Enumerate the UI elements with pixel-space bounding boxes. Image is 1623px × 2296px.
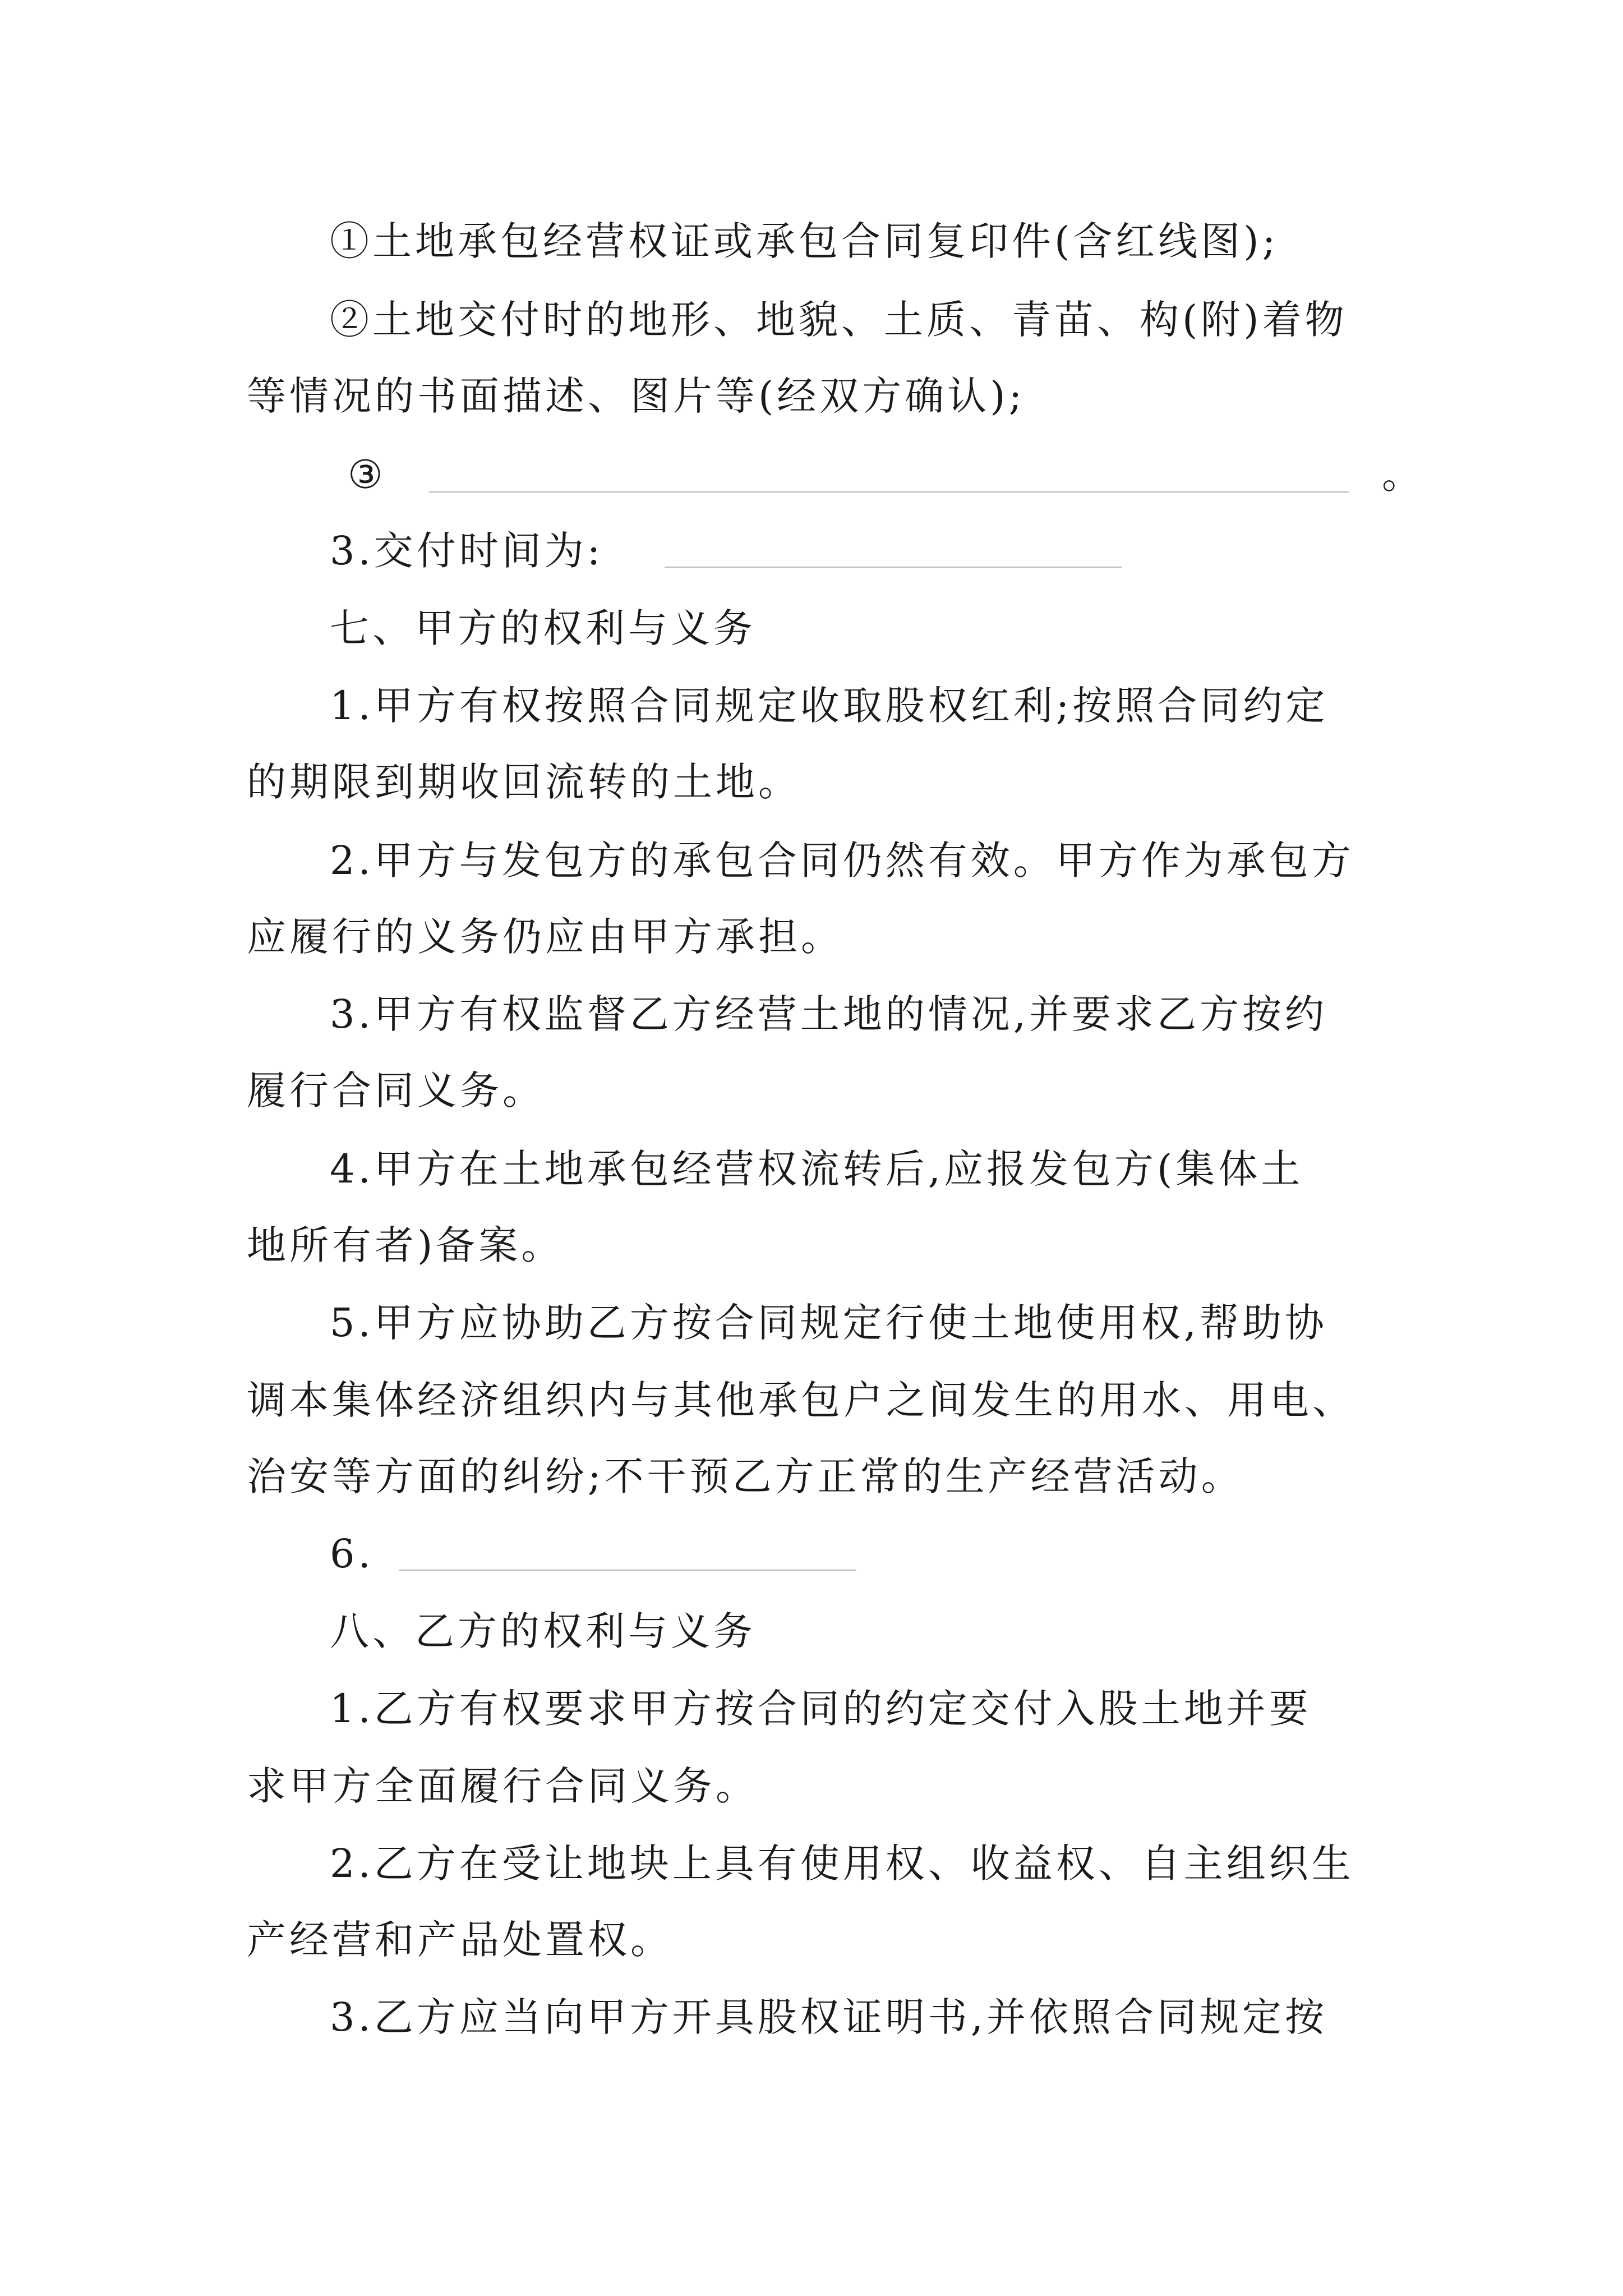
doc-line-b2-cont: 产经营和产品处置权。	[247, 1917, 673, 1963]
doc-line-attachment-3-period: 。	[1382, 452, 1424, 498]
delivery-time-blank[interactable]	[665, 567, 1122, 568]
doc-line-a3: 3.甲方有权监督乙方经营土地的情况,并要求乙方按约	[330, 991, 1328, 1037]
doc-line-b1-cont: 求甲方全面履行合同义务。	[247, 1763, 758, 1809]
doc-line-a2: 2.甲方与发包方的承包合同仍然有效。甲方作为承包方	[330, 838, 1354, 884]
doc-line-a6: 6.	[330, 1531, 374, 1577]
doc-line-attachment-2: ②土地交付时的地形、地貌、土质、青苗、构(附)着物	[330, 297, 1348, 343]
doc-line-a2-cont: 应履行的义务仍应由甲方承担。	[247, 914, 843, 960]
doc-line-b1: 1.乙方有权要求甲方按合同的约定交付入股土地并要	[330, 1686, 1312, 1732]
doc-line-a4-cont: 地所有者)备案。	[247, 1222, 564, 1268]
doc-line-a1-cont: 的期限到期收回流转的土地。	[247, 759, 801, 805]
doc-line-a5-cont-2: 治安等方面的纠纷;不干预乙方正常的生产经营活动。	[247, 1453, 1244, 1499]
section-heading-party-b: 八、乙方的权利与义务	[330, 1608, 756, 1654]
doc-line-a5: 5.甲方应协助乙方按合同规定行使土地使用权,帮助协	[330, 1300, 1328, 1346]
doc-line-a1: 1.甲方有权按照合同规定收取股权红利;按照合同约定	[330, 683, 1329, 729]
doc-line-a3-cont: 履行合同义务。	[247, 1068, 545, 1114]
doc-line-attachment-2-cont: 等情况的书面描述、图片等(经双方确认);	[247, 373, 1026, 419]
doc-line-b2: 2.乙方在受让地块上具有使用权、收益权、自主组织生	[330, 1841, 1354, 1887]
doc-line-a4: 4.甲方在土地承包经营权流转后,应报发包方(集体土	[330, 1146, 1304, 1192]
doc-line-b3: 3.乙方应当向甲方开具股权证明书,并依照合同规定按	[330, 1994, 1328, 2040]
section-heading-party-a: 七、甲方的权利与义务	[330, 605, 756, 651]
doc-line-delivery-time: 3.交付时间为:	[330, 528, 604, 574]
item-6-blank[interactable]	[399, 1570, 856, 1571]
attachment-3-blank[interactable]	[429, 491, 1349, 493]
doc-line-attachment-1: ①土地承包经营权证或承包合同复印件(含红线图);	[330, 218, 1279, 264]
doc-line-attachment-3-marker: ③	[348, 452, 386, 498]
doc-line-a5-cont-1: 调本集体经济组织内与其他承包户之间发生的用水、用电、	[247, 1377, 1355, 1423]
